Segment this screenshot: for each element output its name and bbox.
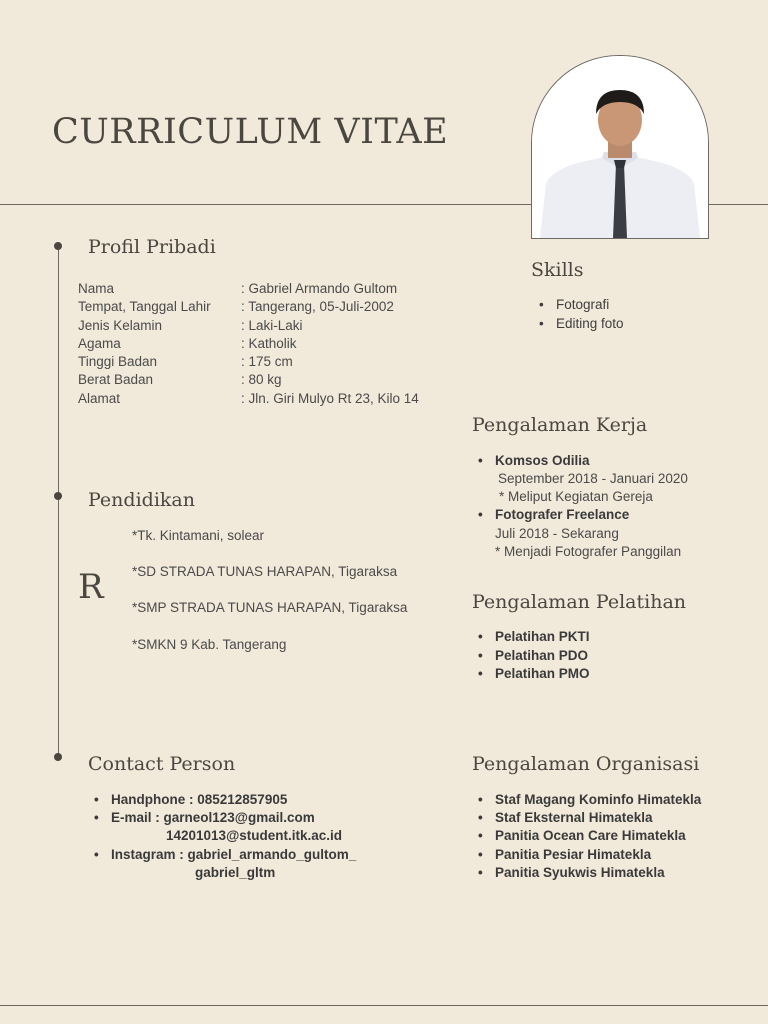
pendidikan-item: *SMP STRADA TUNAS HARAPAN, Tigaraksa: [132, 600, 408, 615]
timeline-dot-pendidikan: [54, 492, 62, 500]
pendidikan-item: *SMKN 9 Kab. Tangerang: [132, 637, 287, 652]
profil-value: : Katholik: [241, 335, 297, 351]
page-title: CURRICULUM VITAE: [52, 112, 449, 152]
timeline-dot-contact: [54, 753, 62, 761]
contact-heading: Contact Person: [88, 753, 236, 775]
timeline-line: [58, 245, 59, 759]
pendidikan-item: *Tk. Kintamani, solear: [132, 528, 265, 543]
organisasi-heading: Pengalaman Organisasi: [472, 753, 700, 775]
profil-value: : 80 kg: [241, 372, 282, 388]
profile-photo: [531, 55, 709, 239]
job-period: Juli 2018 - Sekarang: [495, 526, 619, 541]
contact-instagram: • Instagram : gabriel_armando_gultom_: [111, 847, 356, 862]
footer-divider: [0, 1005, 768, 1006]
profil-label: Alamat: [78, 390, 121, 406]
job-title: • Fotografer Freelance: [495, 507, 629, 522]
skills-heading: Skills: [531, 259, 584, 281]
profil-label: Tempat, Tanggal Lahir: [78, 299, 211, 315]
skill-item: • Editing foto: [556, 316, 624, 331]
profil-label: Berat Badan: [78, 372, 154, 388]
profil-label: Agama: [78, 335, 121, 351]
profil-row: [78, 281, 419, 299]
contact-email: • E-mail : garneol123@gmail.com: [111, 810, 315, 825]
profil-label: Tinggi Badan: [78, 354, 158, 370]
profil-label: Jenis Kelamin: [78, 317, 163, 333]
profil-row: [78, 336, 419, 354]
pelatihan-item: • Pelatihan PKTI: [495, 629, 590, 644]
job-desc: * Meliput Kegiatan Gereja: [499, 489, 653, 504]
kerja-heading: Pengalaman Kerja: [472, 414, 648, 436]
timeline-dot-profil: [54, 242, 62, 250]
pelatihan-heading: Pengalaman Pelatihan: [472, 591, 687, 613]
contact-phone: • Handphone : 085212857905: [111, 792, 287, 807]
pelatihan-item: • Pelatihan PDO: [495, 648, 588, 663]
job-period: September 2018 - Januari 2020: [498, 471, 688, 486]
pelatihan-item: • Pelatihan PMO: [495, 666, 590, 681]
organisasi-item: • Panitia Pesiar Himatekla: [495, 847, 651, 862]
profil-value: : Tangerang, 05-Juli-2002: [241, 299, 394, 315]
header-divider-left: [0, 204, 531, 205]
profil-value: : 175 cm: [241, 354, 293, 370]
organisasi-item: • Panitia Syukwis Himatekla: [495, 865, 665, 880]
profil-value: : Laki-Laki: [241, 317, 303, 333]
job-desc: * Menjadi Fotografer Panggilan: [495, 544, 682, 559]
profil-row: [78, 372, 419, 390]
pendidikan-heading: Pendidikan: [88, 489, 195, 511]
profil-value: : Jln. Giri Mulyo Rt 23, Kilo 14: [241, 390, 419, 406]
profil-row: [78, 391, 419, 409]
profil-row: [78, 299, 419, 317]
profil-table: [78, 281, 419, 409]
person-portrait-icon: [532, 56, 708, 238]
contact-email-secondary: 14201013@student.itk.ac.id: [166, 828, 342, 843]
profil-heading: Profil Pribadi: [88, 236, 216, 258]
organisasi-item: • Staf Eksternal Himatekla: [495, 810, 653, 825]
profil-label: Nama: [78, 281, 115, 296]
organisasi-item: • Staf Magang Kominfo Himatekla: [495, 792, 701, 807]
skill-item: • Fotografi: [556, 297, 609, 312]
header-divider-right: [707, 204, 768, 205]
organisasi-item: • Panitia Ocean Care Himatekla: [495, 828, 686, 843]
profil-value: : Gabriel Armando Gultom: [241, 281, 398, 296]
profil-row: [78, 354, 419, 372]
contact-instagram-secondary: gabriel_gltm: [195, 865, 276, 880]
logo-mark: R: [78, 567, 104, 607]
profil-row: [78, 318, 419, 336]
pendidikan-item: *SD STRADA TUNAS HARAPAN, Tigaraksa: [132, 564, 398, 579]
job-title: • Komsos Odilia: [495, 453, 590, 468]
